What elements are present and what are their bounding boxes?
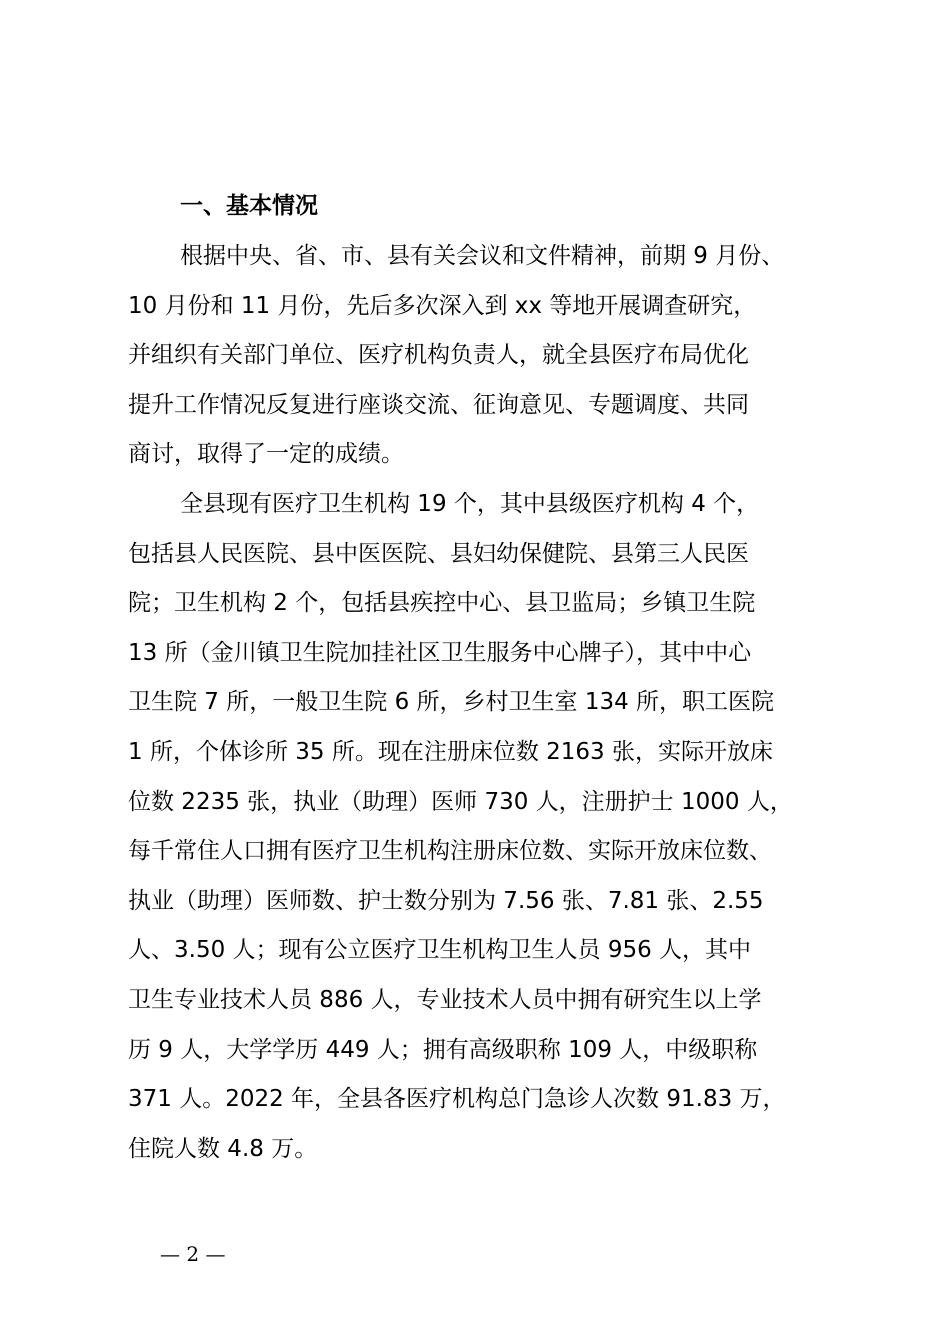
paragraph-line: 人、3.50 人；现有公立医疗卫生机构卫生人员 956 人，其中 bbox=[128, 937, 752, 963]
paragraph-line: 位数 2235 张，执业（助理）医师 730 人，注册护士 1000 人， bbox=[128, 789, 793, 815]
paragraph-line: 10 月份和 11 月份，先后多次深入到 xx 等地开展调查研究， bbox=[128, 293, 757, 319]
paragraph-line: 13 所（金川镇卫生院加挂社区卫生服务中心牌子），其中中心 bbox=[128, 640, 752, 666]
paragraph-line: 全县现有医疗卫生机构 19 个，其中县级医疗机构 4 个， bbox=[180, 491, 760, 517]
paragraph-line: 卫生院 7 所，一般卫生院 6 所，乡村卫生室 134 所，职工医院 bbox=[128, 689, 775, 715]
paragraph-line: 院；卫生机构 2 个，包括县疾控中心、县卫监局；乡镇卫生院 bbox=[128, 590, 756, 616]
paragraph-line: 卫生专业技术人员 886 人，专业技术人员中拥有研究生以上学 bbox=[128, 987, 762, 1013]
paragraph-line: 根据中央、省、市、县有关会议和文件精神，前期 9 月份、 bbox=[180, 243, 785, 269]
paragraph-line: 371 人。2022 年，全县各医疗机构总门急诊人次数 91.83 万， bbox=[128, 1086, 786, 1112]
paragraph-line: 包括县人民医院、县中医医院、县妇幼保健院、县第三人民医 bbox=[128, 541, 749, 567]
paragraph-line: 每千常住人口拥有医疗卫生机构注册床位数、实际开放床位数、 bbox=[128, 838, 772, 864]
paragraph-line: 商讨，取得了一定的成绩。 bbox=[128, 441, 404, 467]
page-number: — 2 — bbox=[160, 1242, 226, 1266]
paragraph-line: 历 9 人，大学学历 449 人；拥有高级职称 109 人，中级职称 bbox=[128, 1037, 758, 1063]
paragraph-line: 提升工作情况反复进行座谈交流、征询意见、专题调度、共同 bbox=[128, 392, 749, 418]
section-heading: 一、基本情况 bbox=[180, 193, 318, 219]
paragraph-line: 执业（助理）医师数、护士数分别为 7.56 张、7.81 张、2.55 bbox=[128, 888, 764, 914]
paragraph-line: 1 所，个体诊所 35 所。现在注册床位数 2163 张，实际开放床 bbox=[128, 739, 773, 765]
paragraph-line: 住院人数 4.8 万。 bbox=[128, 1136, 318, 1162]
paragraph-line: 并组织有关部门单位、医疗机构负责人，就全县医疗布局优化 bbox=[128, 342, 749, 368]
